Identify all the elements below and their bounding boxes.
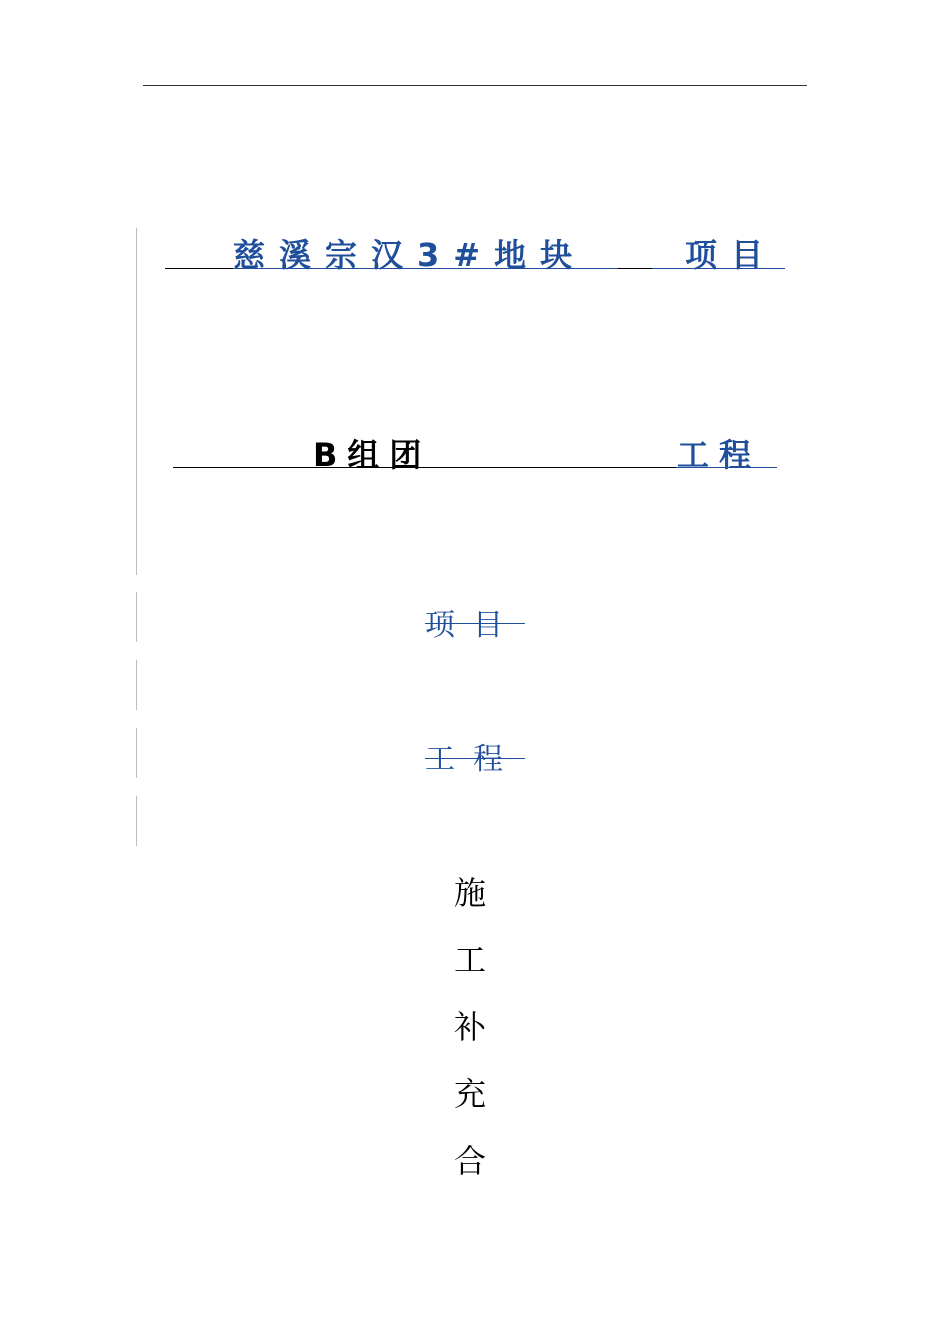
margin-bar: [136, 796, 137, 846]
vertical-title-char: 工: [453, 941, 486, 979]
header-rule: [143, 85, 807, 86]
strikethrough-line: [425, 758, 525, 759]
vertical-title-char: 充: [453, 1075, 486, 1113]
margin-bar: [136, 592, 137, 642]
project-label: 项目: [685, 236, 778, 274]
engineering-label: 工程: [677, 436, 762, 474]
project-label-underline: [652, 268, 785, 269]
vertical-title-char: 合: [453, 1142, 486, 1180]
group-name: B组团: [313, 436, 432, 474]
project-name-underline: [233, 268, 618, 269]
blank-underline: [618, 268, 652, 269]
margin-bar: [136, 660, 137, 710]
engineering-underline: [676, 467, 777, 468]
struck-engineering-label: 工程: [425, 742, 521, 777]
margin-bar: [136, 728, 137, 778]
margin-bar: [136, 228, 137, 575]
vertical-title-char: 施: [453, 874, 486, 912]
project-name-left: 慈溪宗汉3#地块: [233, 236, 587, 274]
struck-project-label: 项目: [425, 608, 521, 643]
blank-underline: [165, 268, 233, 269]
vertical-title-char: 补: [453, 1008, 486, 1046]
strikethrough-line: [425, 623, 525, 624]
